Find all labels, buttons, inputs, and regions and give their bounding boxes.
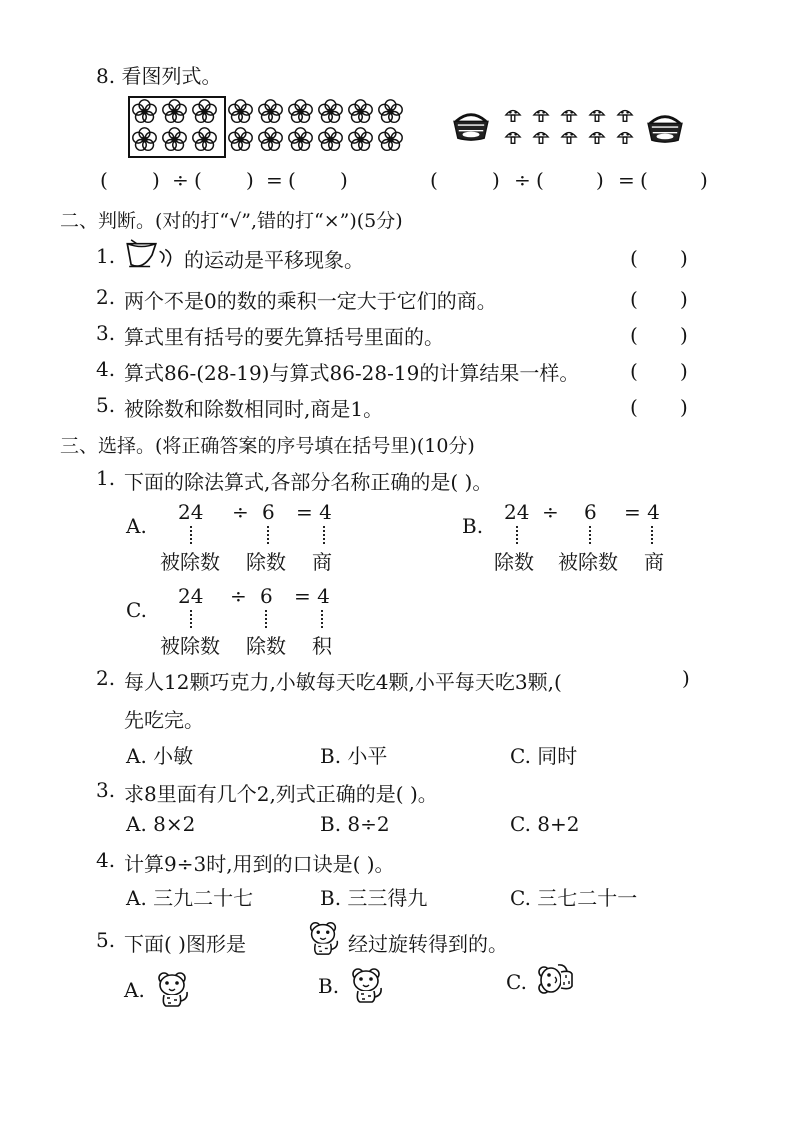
flower-icon [377, 98, 404, 125]
flower-icon [257, 126, 284, 153]
basket-icon [452, 110, 490, 142]
s3-q3-option-a[interactable]: A. 8×2 [126, 812, 196, 836]
blank-open: ( [536, 168, 544, 192]
divide-sign: ÷ [172, 168, 189, 192]
label-divisor: 除数 [246, 634, 286, 658]
option-letter: B. [318, 974, 340, 998]
s3-q4-text: 计算9÷3时,用到的口诀是( )。 [124, 852, 395, 876]
blank-close: ) [700, 168, 708, 192]
s2-item4-text: 算式86-(28-19)与算式86-28-19的计算结果一样。 [124, 361, 580, 385]
tiger-cub-mirrored-icon [346, 964, 386, 1004]
s3-q4-num: 4. [96, 848, 116, 872]
divide-sign: ÷ [230, 584, 247, 608]
divide-sign: ÷ [542, 500, 559, 524]
s3-q3-option-b[interactable]: B. 8÷2 [320, 812, 390, 836]
flower-icon [287, 98, 314, 125]
divisor-number: 6 [584, 500, 597, 524]
dividend-number: 24 [178, 584, 204, 608]
blank-close: ) [596, 168, 604, 192]
mushroom-icon [588, 128, 606, 146]
divide-sign: ÷ [514, 168, 531, 192]
s3-q1-option-b[interactable] [462, 500, 702, 572]
flower-icon [347, 98, 374, 125]
s3-q2-cont: 先吃完。 [124, 708, 204, 732]
q8-expr-right[interactable] [430, 168, 730, 192]
s3-q4-option-a[interactable]: A. 三九二十七 [126, 886, 254, 910]
mushroom-icon [616, 128, 634, 146]
label-divisor: 除数 [246, 550, 286, 574]
s2-item1-text: 的运动是平移现象。 [184, 248, 364, 272]
dividend-number: 24 [178, 500, 204, 524]
flower-icon [377, 126, 404, 153]
flower-figure [128, 96, 428, 156]
flower-icon [227, 126, 254, 153]
s3-q2-option-a[interactable]: A. 小敏 [126, 744, 194, 768]
answer-open: ( [630, 246, 638, 270]
s3-q5-option-b[interactable] [318, 964, 398, 1008]
s3-q2-close: ) [682, 666, 690, 690]
basket-icon [646, 112, 684, 144]
mushroom-icon [588, 106, 606, 124]
s3-q5-text-before: 下面( )图形是 [124, 932, 246, 956]
equals-sign: = [618, 168, 635, 192]
mushroom-icon [504, 106, 522, 124]
s2-item5-text: 被除数和除数相同时,商是1。 [124, 397, 384, 421]
mushroom-icon [504, 128, 522, 146]
option-letter: A. [124, 978, 145, 1002]
answer-close: ) [680, 246, 688, 270]
blank-close: ) [340, 168, 348, 192]
flower-icon [161, 126, 188, 153]
s3-q4-option-b[interactable]: B. 三三得九 [320, 886, 428, 910]
option-letter: B. [462, 514, 484, 538]
divide-sign: ÷ [232, 500, 249, 524]
s3-q5-option-c[interactable] [506, 960, 586, 1004]
s2-answer-1[interactable] [630, 246, 692, 270]
s2-item4-num: 4. [96, 357, 116, 381]
option-letter: C. [126, 598, 147, 622]
mushroom-icon [560, 128, 578, 146]
answer-open: ( [630, 323, 638, 347]
s3-q1-option-a[interactable] [126, 500, 366, 572]
s3-q1-option-c[interactable] [126, 584, 366, 656]
s3-q5-option-a[interactable] [124, 966, 204, 1010]
blank-open: ( [640, 168, 648, 192]
s2-item3-text: 算式里有括号的要先算括号里面的。 [124, 325, 444, 349]
section2-header: 二、判断。(对的打“√”,错的打“×”)(5分) [60, 210, 403, 232]
quotient-value: = 4 [296, 500, 332, 524]
answer-close: ) [680, 323, 688, 347]
label-quotient: 商 [644, 550, 664, 574]
blank-close: ) [152, 168, 160, 192]
flower-icon [191, 98, 218, 125]
mushroom-icon [532, 128, 550, 146]
answer-open: ( [630, 359, 638, 383]
tiger-cub-icon [304, 918, 342, 956]
option-letter: C. [506, 970, 527, 994]
s3-q4-option-c[interactable]: C. 三七二十一 [510, 886, 638, 910]
s3-q2-option-b[interactable]: B. 小平 [320, 744, 388, 768]
blank-close: ) [492, 168, 500, 192]
answer-close: ) [680, 287, 688, 311]
flower-icon [287, 126, 314, 153]
s2-item3-num: 3. [96, 321, 116, 345]
spinning-top-icon [122, 238, 182, 276]
s2-item5-num: 5. [96, 393, 116, 417]
flower-icon [347, 126, 374, 153]
flower-icon [191, 126, 218, 153]
s2-answer-2[interactable] [630, 287, 692, 311]
label-dividend: 被除数 [558, 550, 618, 574]
s2-answer-5[interactable] [630, 395, 692, 419]
s2-item2-num: 2. [96, 285, 116, 309]
s3-q2-num: 2. [96, 666, 116, 690]
divisor-number: 6 [260, 584, 273, 608]
label-dividend: 被除数 [160, 550, 220, 574]
blank-open: ( [430, 168, 438, 192]
blank-close: ) [246, 168, 254, 192]
dividend-number: 24 [504, 500, 530, 524]
mushroom-icon [616, 106, 634, 124]
s2-item2-text: 两个不是0的数的乘积一定大于它们的商。 [124, 289, 497, 313]
answer-open: ( [630, 395, 638, 419]
s3-q1-text: 下面的除法算式,各部分名称正确的是( )。 [124, 470, 493, 494]
blank-open: ( [288, 168, 296, 192]
section3-header: 三、选择。(将正确答案的序号填在括号里)(10分) [60, 435, 475, 457]
flower-icon [131, 98, 158, 125]
s3-q3-option-c[interactable]: C. 8+2 [510, 812, 580, 836]
q8-expr-left[interactable] [100, 168, 400, 192]
label-quotient: 商 [312, 550, 332, 574]
flower-icon [257, 98, 284, 125]
s3-q3-text: 求8里面有几个2,列式正确的是( )。 [124, 782, 438, 806]
equals-sign: = [266, 168, 283, 192]
answer-close: ) [680, 359, 688, 383]
s3-q5-num: 5. [96, 928, 116, 952]
s3-q2-option-c[interactable]: C. 同时 [510, 744, 578, 768]
mushroom-icon [532, 106, 550, 124]
divisor-number: 6 [262, 500, 275, 524]
option-letter: A. [126, 514, 147, 538]
flower-icon [227, 98, 254, 125]
blank-open: ( [194, 168, 202, 192]
s3-q1-num: 1. [96, 466, 116, 490]
label-divisor: 除数 [494, 550, 534, 574]
s3-q5-text-after: 经过旋转得到的。 [348, 932, 508, 956]
answer-open: ( [630, 287, 638, 311]
s2-answer-4[interactable] [630, 359, 692, 383]
label-product: 积 [312, 634, 332, 658]
mushroom-figure [452, 104, 692, 154]
tiger-cub-icon [152, 968, 192, 1008]
s3-q2-text: 每人12颗巧克力,小敏每天吃4颗,小平每天吃3颗,( [124, 670, 562, 694]
s2-answer-3[interactable] [630, 323, 692, 347]
flower-icon [317, 98, 344, 125]
label-dividend: 被除数 [160, 634, 220, 658]
s3-q3-num: 3. [96, 778, 116, 802]
quotient-value: = 4 [624, 500, 660, 524]
flower-icon [131, 126, 158, 153]
answer-close: ) [680, 395, 688, 419]
flower-icon [161, 98, 188, 125]
quotient-value: = 4 [294, 584, 330, 608]
mushroom-icon [560, 106, 578, 124]
s2-item1-num: 1. [96, 244, 116, 268]
tiger-cub-rotated-icon [534, 960, 574, 1000]
flower-icon [317, 126, 344, 153]
q8-title: 8. 看图列式。 [96, 64, 222, 88]
blank-open: ( [100, 168, 108, 192]
